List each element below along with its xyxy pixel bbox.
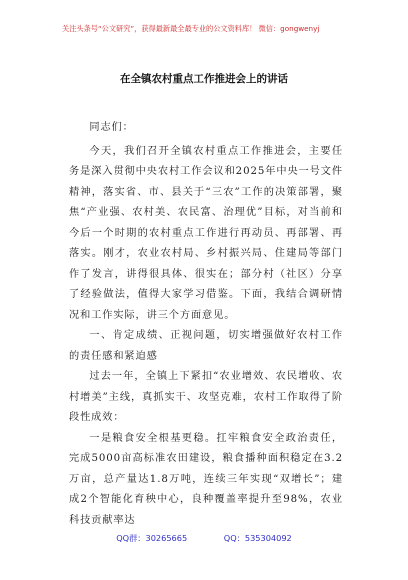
- document-title: 在全镇农村重点工作推进会上的讲话: [120, 73, 288, 85]
- footer-contact: [0, 532, 408, 544]
- section-heading-1: 一、肯定成绩、正视问题，切实增强做好农村工作的责任感和紧迫感: [69, 330, 343, 362]
- qq-number: QQ：535304092: [223, 533, 292, 543]
- paragraph-food-security: 一是粮食安全根基更稳。扛牢粮食安全政治责任，完成5000亩高标准农田建设，粮食播种面积稳定在3.2万亩，总产量达1.8万吨，连续三年实现“双增长”；建成2个智能化育秧中心，良种覆盖率提升至98%，农业科技贡献率达: [69, 432, 343, 526]
- promo-banner: 关注头条号“公文研究”，获得最新最全最专业的公文资料库！ 微信：gongwenyj: [62, 24, 320, 33]
- paragraph-achievements: 过去一年，全镇上下紧扣“农业增效、农民增收、农村增美”主线，真抓实干、攻坚克难，农村工作取得了阶段性成效：: [69, 371, 343, 423]
- qq-group-number: QQ群：30265665: [116, 533, 188, 543]
- paragraph-opening: 今天，我们召开全镇农村重点工作推进会，主要任务是深入贯彻中央农村工作会议和2025年中央一号文件精神，落实省、市、县关于“三农”工作的决策部署，聚焦“产业强、农村美、农民富、治理优”目标，对当前和今后一个时期的农村重点工作进行再动员、再部署、再落实。刚才，农业农村局、乡村振兴局、住建局等部门作了发言，讲得很具体、很实在；部分村（社区）分享了经验做法，值得大家学习借鉴。下面，我结合调研情况和工作实际，讲三个方面意见。: [69, 145, 343, 321]
- document-body: [69, 118, 343, 531]
- salutation: 同志们：: [89, 122, 134, 133]
